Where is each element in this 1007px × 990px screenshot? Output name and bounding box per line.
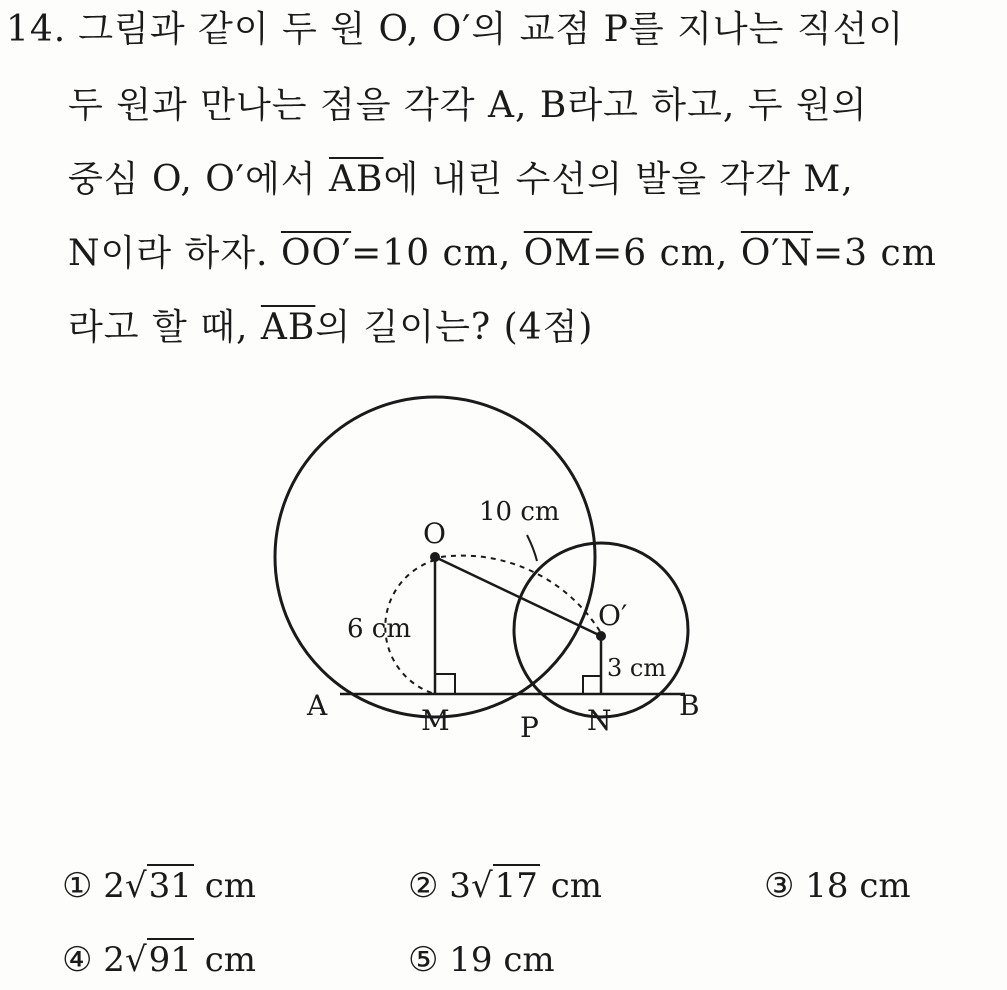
label-b: B (679, 689, 700, 722)
segment-o2n: O′N (740, 233, 814, 274)
segment-ab: $\overline{AB}$ (328, 159, 384, 200)
question-number: 14. (6, 9, 67, 50)
problem-line-4: N이라 하자. OO′=10 cm, $\overline{OM}=6$ cm, O′N=3 cm (68, 233, 937, 274)
problem-line-1: 14. 그림과 같이 두 원 O, O′의 교점 P를 지나는 직선이 (6, 9, 905, 50)
sqrt-sign: √17 (470, 866, 538, 906)
right-angle-m (435, 674, 455, 694)
label-10cm: 10 cm (479, 497, 560, 527)
label-o: O (423, 517, 446, 550)
choice-3[interactable]: ③ 18 cm (764, 866, 911, 906)
choice-1[interactable]: ① 2√31 cm (62, 866, 256, 906)
label-a: A (307, 689, 328, 722)
segment-oo2: OO′ (280, 233, 352, 274)
point-o (430, 552, 440, 562)
problem-line-2: 두 원과 만나는 점을 각각 A, B라고 하고, 두 원의 (68, 85, 868, 126)
point-o-prime (596, 631, 606, 641)
label-n: N (587, 704, 612, 737)
label-o-prime: O′ (598, 599, 628, 632)
segment-om: $\overline{OM}$ (523, 233, 593, 274)
label-m: M (421, 704, 450, 737)
label-p: P (520, 711, 539, 744)
arc-pointer (527, 535, 537, 561)
sqrt-sign: √31 (124, 866, 192, 906)
label-6cm: 6 cm (347, 614, 412, 644)
choice-4[interactable]: ④ 2√91 cm (62, 940, 256, 980)
sqrt-sign: √91 (124, 940, 192, 980)
segment-ab-2: $\overline{AB}$ (260, 307, 316, 348)
choice-2[interactable]: ② 3√17 cm (408, 866, 602, 906)
geometry-figure (255, 375, 715, 755)
problem-line-3: 중심 O, O′에서 $\overline{AB}$에 내린 수선의 발을 각각 M, (68, 159, 854, 200)
choice-5[interactable]: ⑤ 19 cm (408, 940, 555, 980)
right-angle-n (583, 676, 601, 694)
problem-line-5: 라고 할 때, $\overline{AB}$의 길이는? (4점) (68, 307, 594, 348)
label-3cm: 3 cm (607, 654, 667, 682)
segment-o-o-prime (435, 557, 601, 636)
